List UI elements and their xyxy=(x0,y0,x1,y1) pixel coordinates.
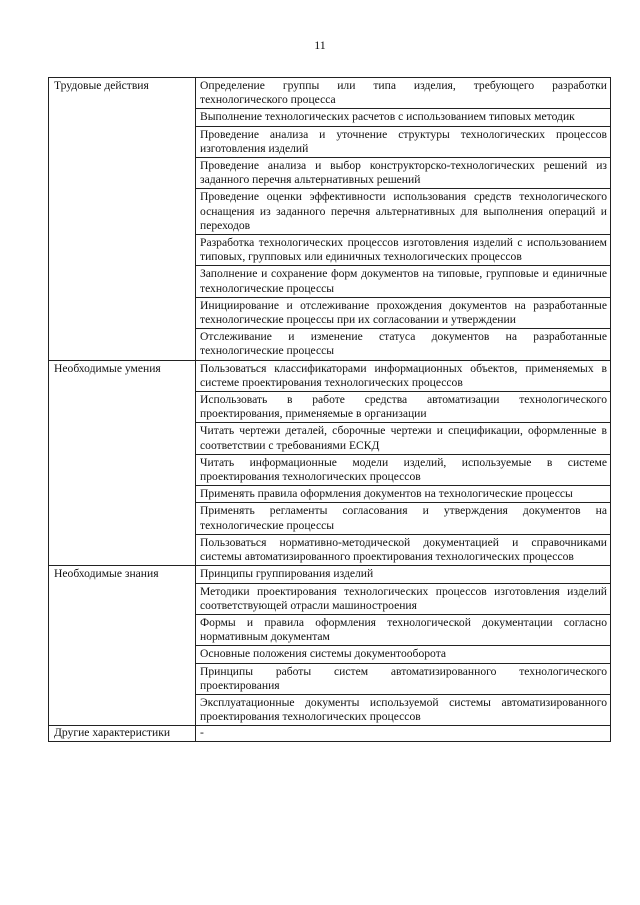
labor-actions-label: Трудовые действия xyxy=(49,78,196,361)
required-skills-item: Использовать в работе средства автоматизации технологического проектирования, применяемые в организации xyxy=(196,392,611,423)
required-knowledge-item: Методики проектирования технологических процессов изготовления изделий соответствующей отрасли машиностроения xyxy=(196,583,611,614)
other-characteristics-row xyxy=(49,726,611,741)
required-knowledge-item: Принципы группирования изделий xyxy=(196,566,611,583)
required-knowledge-item: Основные положения системы документооборота xyxy=(196,646,611,663)
required-knowledge-item: Эксплуатационные документы используемой системы автоматизированного проектирования технологических процессов xyxy=(196,694,611,725)
labor-actions-item: Инициирование и отслеживание прохождения документов на разработанные технологические процессы при их согласовании и утверждении xyxy=(196,297,611,328)
labor-actions-row xyxy=(49,78,611,109)
other-characteristics-label: Другие характеристики xyxy=(49,726,196,741)
labor-actions-item: Заполнение и сохранение форм документов на типовые, групповые и единичные технологические процессы xyxy=(196,266,611,297)
other-characteristics-value: - xyxy=(196,726,611,741)
required-knowledge-item: Принципы работы систем автоматизированного технологического проектирования xyxy=(196,663,611,694)
required-skills-row xyxy=(49,360,611,391)
required-skills-item: Применять правила оформления документов на технологические процессы xyxy=(196,486,611,503)
required-knowledge-label: Необходимые знания xyxy=(49,566,196,726)
competency-table-body xyxy=(49,78,611,742)
required-knowledge-row xyxy=(49,566,611,583)
page-number: 11 xyxy=(314,38,326,52)
required-skills-label: Необходимые умения xyxy=(49,360,196,566)
required-skills-item: Читать информационные модели изделий, используемые в системе проектирования технологических процессов xyxy=(196,454,611,485)
required-skills-item: Читать чертежи деталей, сборочные чертежи и спецификации, оформленные в соответствии с требованиями ЕСКД xyxy=(196,423,611,454)
required-skills-item: Пользоваться нормативно-методической документацией и справочниками системы автоматизированного проектирования технологических процессов xyxy=(196,534,611,565)
labor-actions-item: Проведение оценки эффективности использования средств технологического оснащения из заданного перечня альтернативных для выполнения операций и переходов xyxy=(196,189,611,235)
labor-actions-item: Проведение анализа и уточнение структуры технологических процессов изготовления изделий xyxy=(196,126,611,157)
required-skills-item: Применять регламенты согласования и утверждения документов на технологические процессы xyxy=(196,503,611,534)
labor-actions-item: Выполнение технологических расчетов с использованием типовых методик xyxy=(196,109,611,126)
required-skills-item: Пользоваться классификаторами информационных объектов, применяемых в системе проектирования технологических процессов xyxy=(196,360,611,391)
labor-actions-item: Разработка технологических процессов изготовления изделий с использованием типовых, групповых или единичных технологических процессов xyxy=(196,235,611,266)
competency-table xyxy=(48,77,611,742)
labor-actions-item: Определение группы или типа изделия, требующего разработки технологического процесса xyxy=(196,78,611,109)
required-knowledge-item: Формы и правила оформления технологической документации согласно нормативным документам xyxy=(196,614,611,645)
labor-actions-item: Отслеживание и изменение статуса документов на разработанные технологические процессы xyxy=(196,329,611,360)
labor-actions-item: Проведение анализа и выбор конструкторско-технологических решений из заданного перечня альтернативных решений xyxy=(196,158,611,189)
